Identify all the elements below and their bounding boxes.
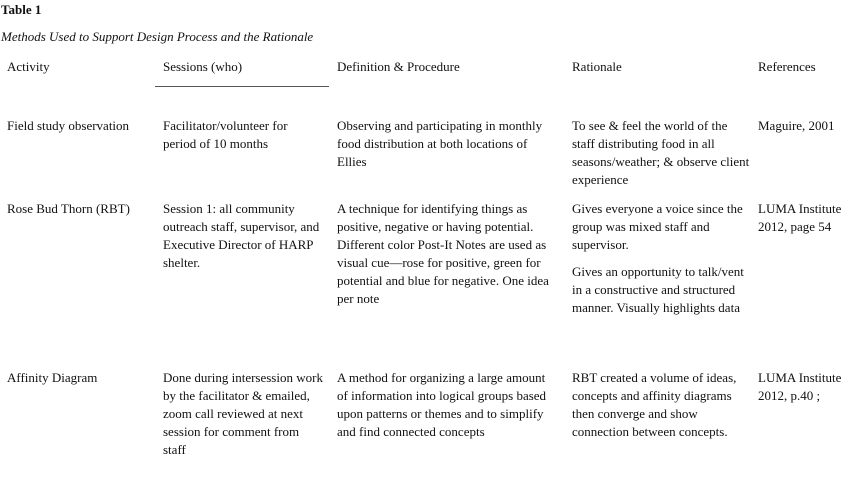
row2-activity: Rose Bud Thorn (RBT) (7, 201, 130, 216)
header-sessions: Sessions (who) (163, 59, 243, 74)
row3-rationale-paragraph: RBT created a volume of ideas, concepts and affinity diagrams then converge and show connection between concepts. (572, 370, 737, 439)
row1-activity: Field study observation (7, 118, 130, 133)
row3-rationale (572, 369, 750, 441)
row3-sessions: Done during intersession work by the facilitator & emailed, zoom call reviewed at next session for comment from staff (163, 370, 323, 457)
row1-rationale-paragraph: To see & feel the world of the staff distributing food in all seasons/weather; & observe client experience (572, 118, 750, 187)
row3-activity: Affinity Diagram (7, 370, 98, 385)
header-activity: Activity (7, 59, 50, 74)
row3-references: LUMA Institute 2012, p.40 ; (758, 370, 842, 403)
row1-references: Maguire, 2001 (758, 118, 835, 133)
header-references: References (758, 59, 816, 74)
row2-rationale-paragraph-2: Gives an opportunity to talk/vent in a constructive and structured manner. Visually highlights data (572, 264, 744, 315)
row2-definition: A technique for identifying things as positive, negative or having potential. Different color Post-It Notes are used as visual cue—rose for positive, green for potential and blue for negative. One idea per note (337, 201, 549, 306)
row1-sessions: Facilitator/volunteer for period of 10 months (163, 118, 288, 151)
row2-references: LUMA Institute 2012, page 54 (758, 201, 842, 234)
header-rationale: Rationale (572, 59, 622, 74)
row2-rationale-paragraph-1: Gives everyone a voice since the group was mixed staff and supervisor. (572, 201, 743, 252)
row1-rationale (572, 117, 750, 189)
row2-rationale (572, 200, 750, 317)
row1-definition: Observing and participating in monthly food distribution at both locations of Ellies (337, 118, 543, 169)
row2-sessions: Session 1: all community outreach staff, supervisor, and Executive Director of HARP shelter. (163, 201, 320, 270)
table-label: Table 1 (1, 2, 42, 17)
header-definition: Definition & Procedure (337, 59, 460, 74)
table-caption: Methods Used to Support Design Process and the Rationale (1, 29, 314, 44)
row3-definition: A method for organizing a large amount of information into logical groups based upon patterns or themes and to simplify and find connected concepts (337, 370, 547, 439)
header-divider (155, 86, 329, 87)
